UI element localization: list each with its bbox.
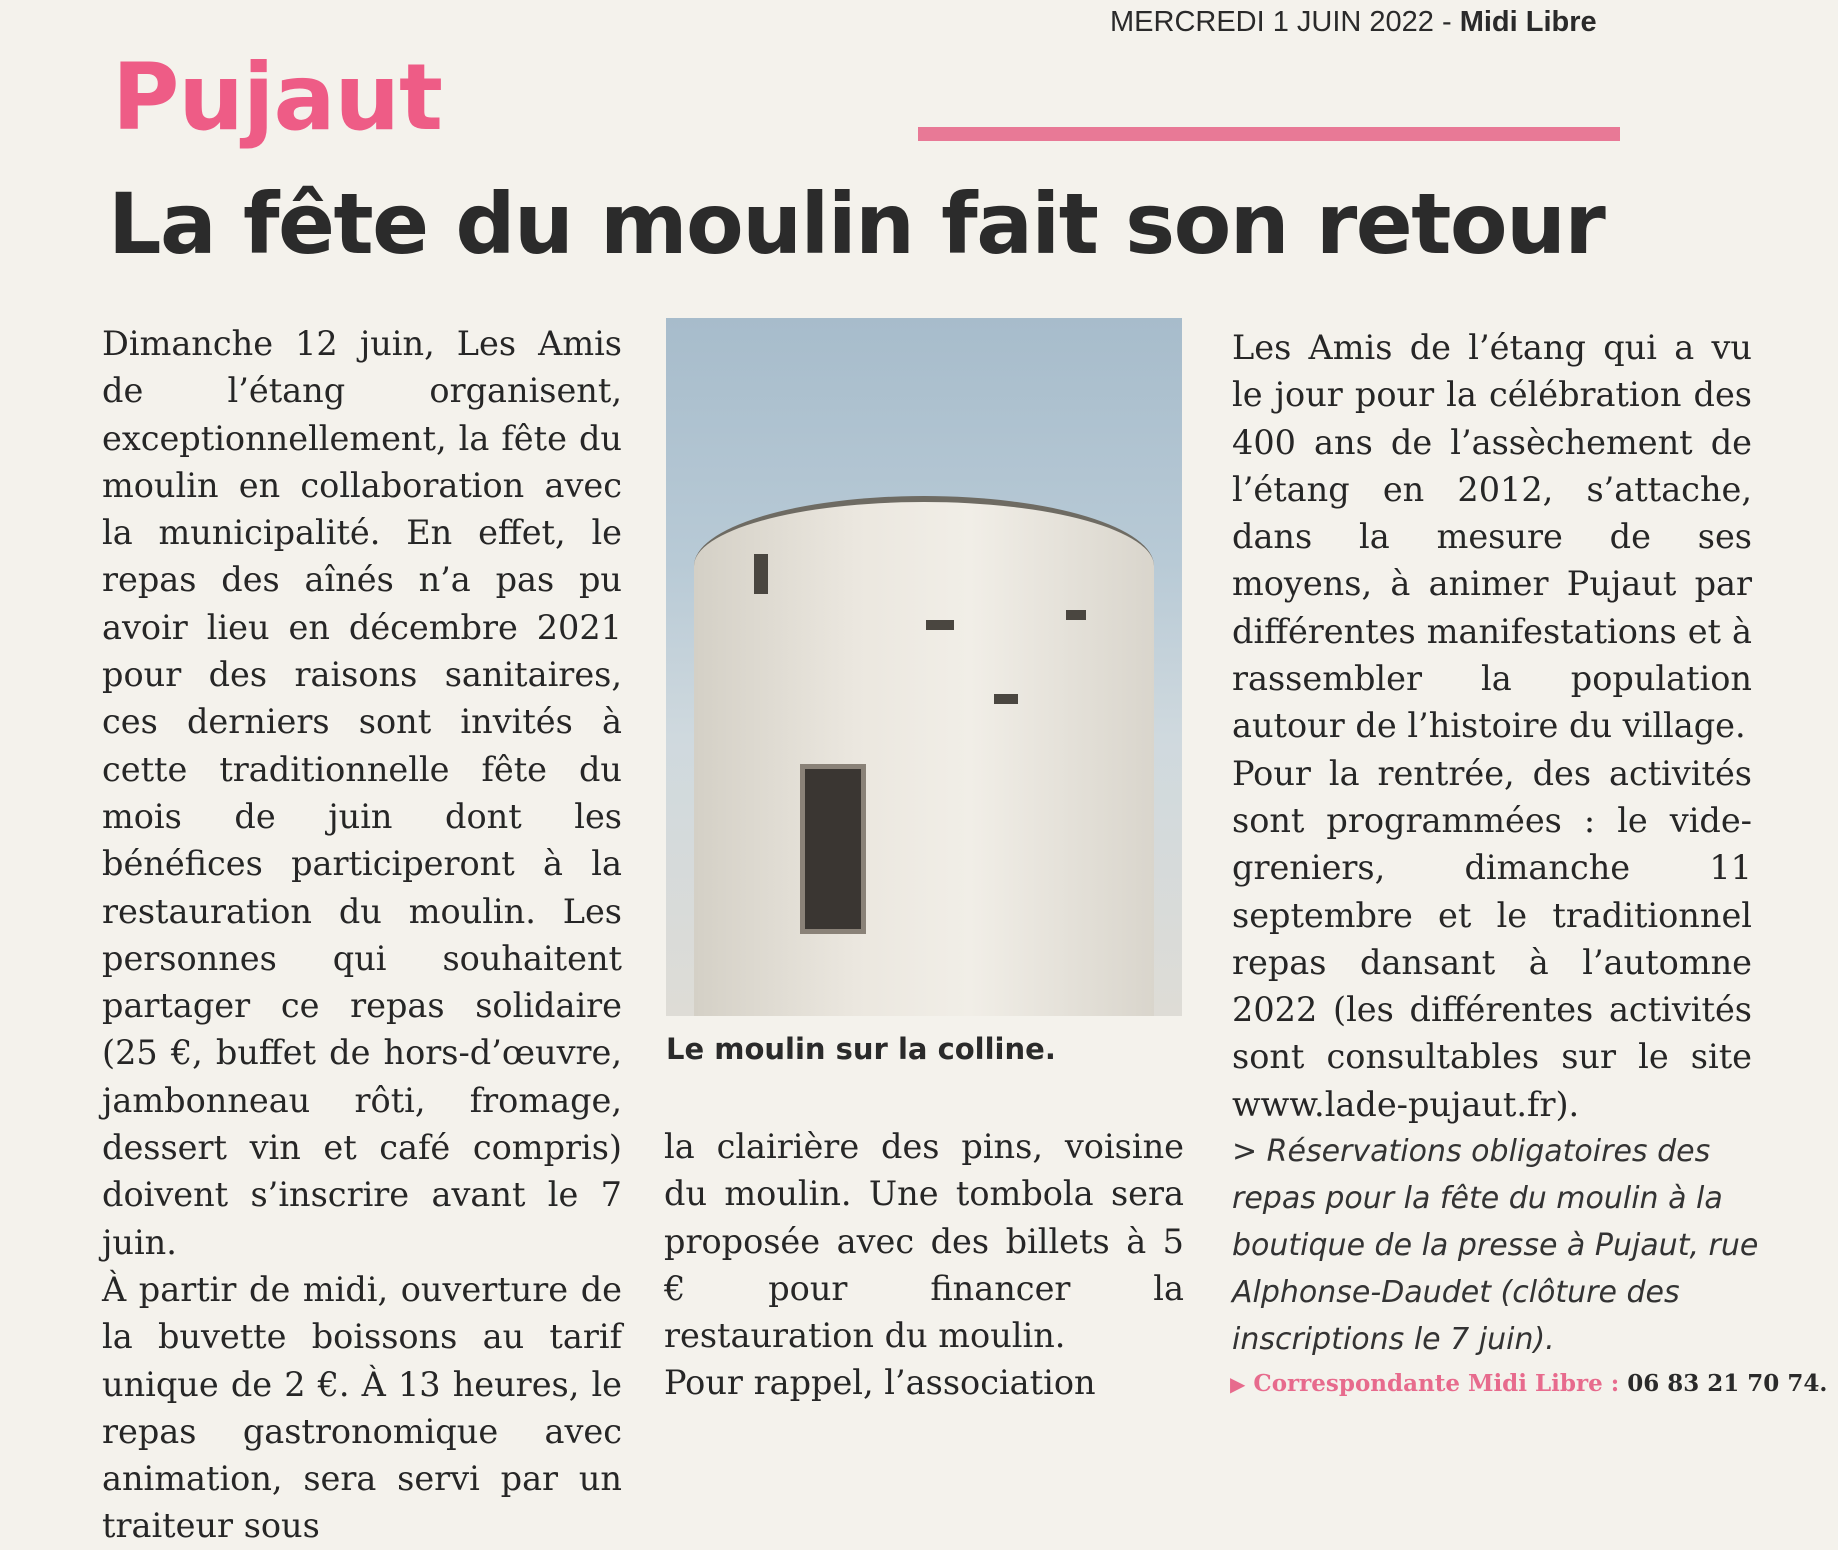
dateline bbox=[1110, 6, 1630, 39]
newspaper-name: Midi Libre bbox=[1459, 6, 1597, 38]
reservations-text: > Réservations obligatoires des repas pour la fête du moulin à la boutique de la presse à Pujaut, rue Alphonse-Daudet (clôture des inscriptions le 7 juin). bbox=[1232, 1134, 1759, 1357]
windmill-tower-photo bbox=[666, 318, 1182, 1016]
window-slit bbox=[994, 694, 1018, 704]
correspondent-line bbox=[1230, 1370, 1828, 1397]
header-rule bbox=[918, 127, 1620, 141]
tower-door bbox=[800, 764, 866, 934]
window-slit bbox=[926, 620, 954, 630]
column-3 bbox=[1232, 324, 1752, 1128]
column-2 bbox=[664, 1123, 1184, 1407]
reservations-note bbox=[1232, 1128, 1792, 1363]
window-slit bbox=[1066, 610, 1086, 620]
triangle-icon: ▶ bbox=[1230, 1372, 1246, 1396]
correspondent-label: Correspondante Midi Libre : bbox=[1253, 1370, 1620, 1397]
photo-caption: Le moulin sur la colline. bbox=[666, 1032, 1056, 1066]
paragraph: Dimanche 12 juin, Les Amis de l’étang organisent, exceptionnellement, la fête du moulin en collaboration avec la municipalité. En effet, le repas des aînés n’a pas pu avoir lieu en décembre 2021 pour des raisons sanitaires, ces derniers sont invités à cette traditionnelle fête du mois de juin dont les bénéfices participeront à la restauration du moulin. Les personnes qui souhaitent partager ce repas solidaire (25 €, buffet de hors-d’œuvre, jambonneau rôti, fromage, dessert vin et café compris) doivent s’inscrire avant le 7 juin. bbox=[102, 324, 622, 1262]
paragraph: la clairière des pins, voisine du moulin. Une tombola sera proposée avec des billets à 5 € pour financer la restauration du moulin. bbox=[664, 1127, 1184, 1356]
article-headline: La fête du moulin fait son retour bbox=[108, 175, 1605, 273]
paragraph: Pour la rentrée, des activités sont programmées : le vide-greniers, dimanche 11 septembre et le traditionnel repas dansant à l’automne 2022 (les différentes activités sont consultables sur le site www.lade-pujaut.fr). bbox=[1232, 753, 1752, 1124]
tower-shape bbox=[694, 496, 1154, 1016]
correspondent-phone: 06 83 21 70 74. bbox=[1627, 1370, 1828, 1397]
paragraph: À partir de midi, ouverture de la buvette boissons au tarif unique de 2 €. À 13 heures, le repas gastronomique avec animation, sera servi par un traiteur sous bbox=[102, 1269, 622, 1546]
column-1 bbox=[102, 320, 622, 1550]
section-title: Pujaut bbox=[112, 44, 443, 151]
window-slit bbox=[754, 554, 768, 594]
issue-date: MERCREDI 1 JUIN 2022 - bbox=[1110, 6, 1452, 38]
paragraph: Pour rappel, l’association bbox=[664, 1363, 1096, 1403]
paragraph: Les Amis de l’étang qui a vu le jour pour la célébration des 400 ans de l’assèchement de l’étang en 2012, s’attache, dans la mesure de ses moyens, à animer Pujaut par différentes manifestations et à rassembler la population autour de l’histoire du village. bbox=[1232, 328, 1752, 746]
